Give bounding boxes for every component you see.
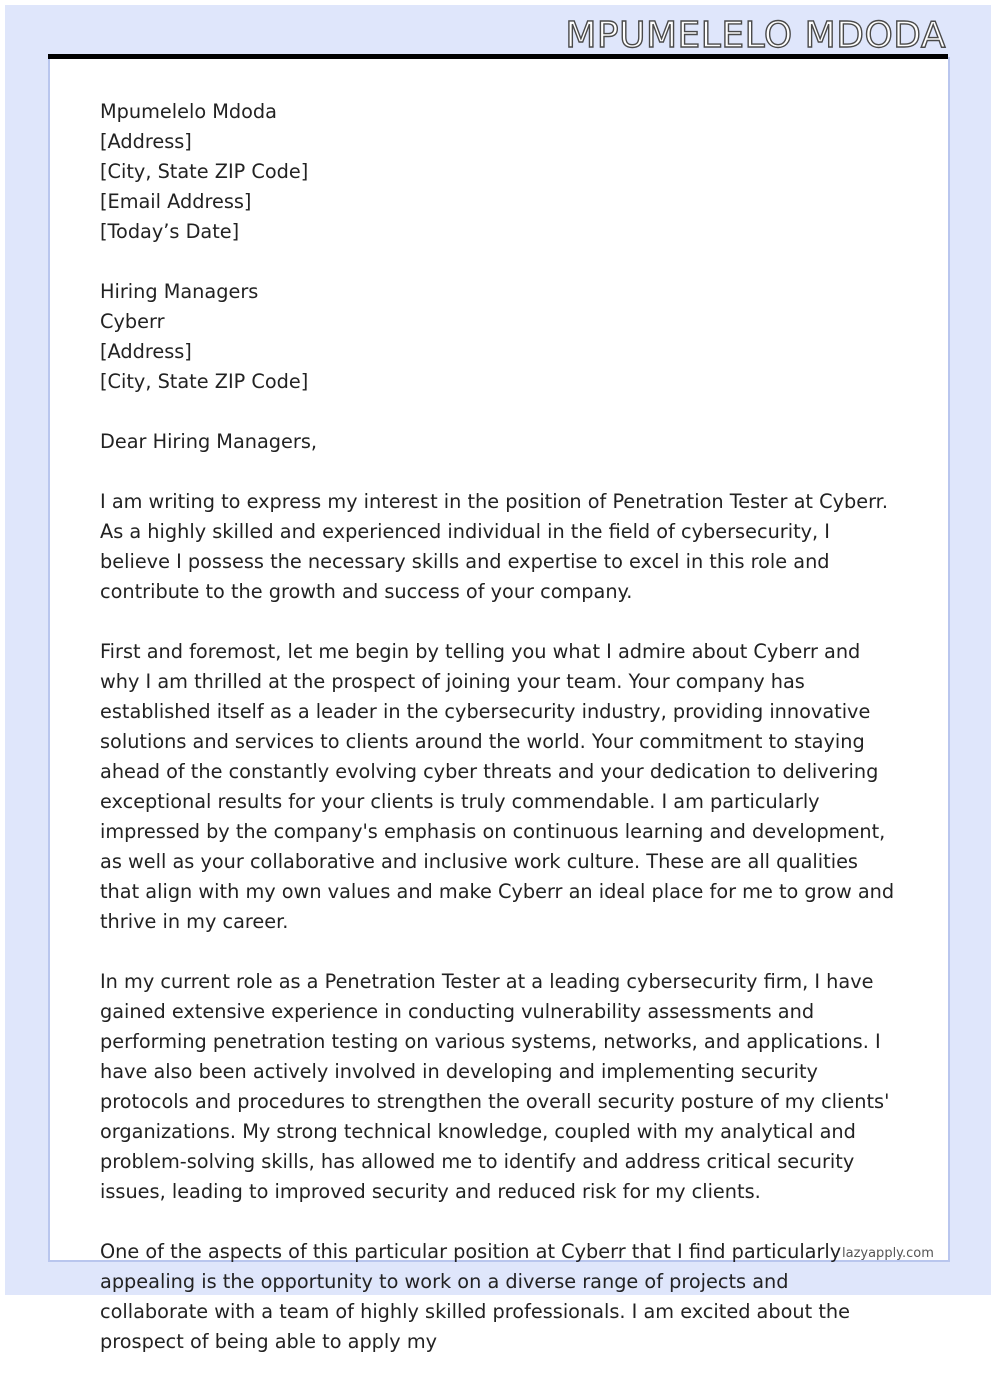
- paragraph-intro: I am writing to express my interest in the position of Penetration Tester at Cyberr. As a highly skilled and experienced individual in the field of cybersecurity, I believe I possess the necessary skills and expertise to excel in this role and contribute to the growth and success of your company.: [100, 490, 888, 603]
- watermark-text: lazyapply.com: [842, 1246, 934, 1261]
- recipient-address: [Address]: [100, 340, 192, 363]
- sender-email: [Email Address]: [100, 190, 252, 213]
- applicant-name-heading: MPUMELELO MDODA: [565, 15, 946, 56]
- cover-letter-body: [100, 97, 900, 1387]
- paragraph-company-admiration: First and foremost, let me begin by telling you what I admire about Cyberr and why I am thrilled at the prospect of joining your team. Your company has established itself as a leader in the cybersecurity industry, providing innovative solutions and services to clients around the world. Your commitment to staying ahead of the constantly evolving cyber threats and your dedication to delivering exceptional results for your clients is truly commendable. I am particularly impressed by the company's emphasis on continuous learning and development, as well as your collaborative and inclusive work culture. These are all qualities that align with my own values and make Cyberr an ideal place for me to grow and thrive in my career.: [100, 640, 895, 933]
- recipient-block: [100, 277, 900, 397]
- paragraph-experience: In my current role as a Penetration Tester at a leading cybersecurity firm, I have gained extensive experience in conducting vulnerability assessments and performing penetration testing on various systems, networks, and applications. I have also been actively involved in developing and implementing security protocols and procedures to strengthen the overall security posture of my clients' organizations. My strong technical knowledge, coupled with my analytical and problem-solving skills, has allowed me to identify and address critical security issues, leading to improved security and reduced risk for my clients.: [100, 970, 890, 1203]
- recipient-company: Cyberr: [100, 310, 165, 333]
- recipient-name: Hiring Managers: [100, 280, 259, 303]
- sender-name: Mpumelelo Mdoda: [100, 100, 277, 123]
- sender-city: [City, State ZIP Code]: [100, 160, 309, 183]
- sender-block: [100, 97, 900, 247]
- recipient-city: [City, State ZIP Code]: [100, 370, 309, 393]
- salutation: Dear Hiring Managers,: [100, 430, 317, 453]
- letter-date: [Today’s Date]: [100, 220, 240, 243]
- sender-address: [Address]: [100, 130, 192, 153]
- paragraph-position-appeal: One of the aspects of this particular position at Cyberr that I find particularly appealing is the opportunity to work on a diverse range of projects and collaborate with a team of highly skilled professionals. I am excited about the prospect of being able to apply my: [100, 1240, 850, 1353]
